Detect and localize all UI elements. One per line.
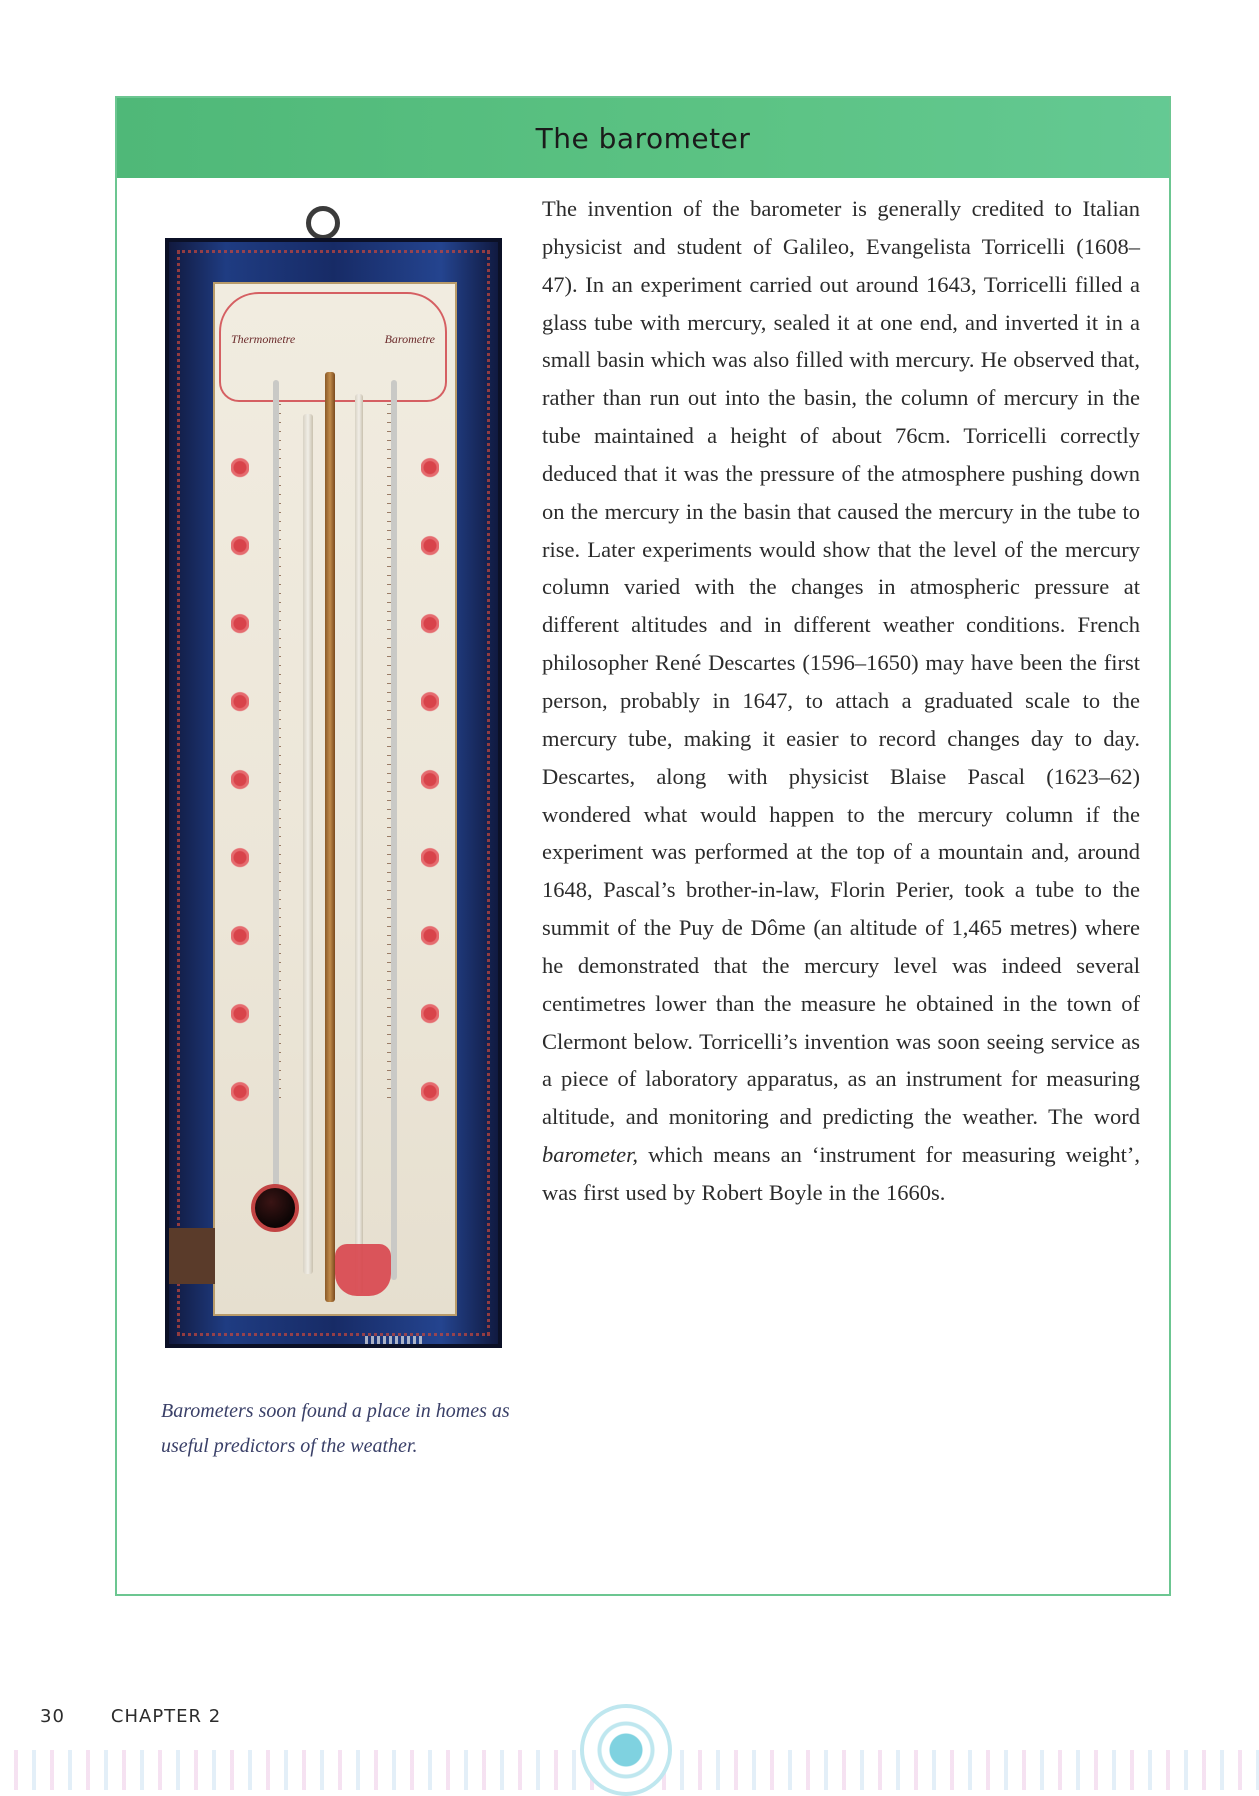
glass-tube-far-right	[391, 380, 397, 1280]
chapter-label: CHAPTER 2	[110, 1706, 222, 1727]
frame-inscription	[365, 1336, 425, 1344]
footer-orb-icon	[580, 1704, 672, 1796]
barometer-photo	[165, 206, 517, 1456]
body-paragraph	[542, 190, 1140, 1212]
body-text-emphasis: barometer,	[542, 1142, 639, 1168]
wooden-plaque	[169, 1228, 215, 1284]
barometer-panel	[115, 96, 1171, 1596]
page-footer	[40, 1706, 221, 1727]
panel-header	[117, 98, 1169, 178]
painted-vase	[335, 1244, 391, 1296]
cartouche-label-right: Barometre	[384, 332, 435, 346]
panel-title: The barometer	[535, 121, 751, 155]
page-number: 30	[40, 1706, 65, 1727]
flower-column-right	[419, 454, 441, 1174]
barometer-frame	[165, 238, 502, 1348]
hanging-ring	[306, 206, 340, 240]
body-text-part-2: which means an ‘instrument for measuring weight’, was first used by Robert Boyle in the 1660s.	[542, 1142, 1140, 1205]
cartouche-label-left: Thermometre	[231, 332, 296, 346]
body-text-part-1: The invention of the barometer is generally credited to Italian physicist and student of Galileo, Evangelista Torricelli (1608–47). In an experiment carried out around 1643, Torricelli filled a glass tube with mercury, sealed it at one end, and inverted it in a small basin which was also filled with mercury. He observed that, rather than run out into the basin, the column of mercury in the tube maintained a height of about 76cm. Torricelli correctly deduced that it was the pressure of the atmosphere pushing down on the mercury in the basin that caused the mercury in the tube to rise. Later experiments would show that the level of the mercury column varied with the changes in atmospheric pressure at different altitudes and in different weather conditions. French philosopher René Descartes (1596–1650) may have been the first person, probably in 1647, to attach a graduated scale to the mercury tube, making it easier to record changes day to day. Descartes, along with physicist Blaise Pascal (1623–62) wondered what would happen to the mercury column if the experiment was performed at the top of a mountain and, around 1648, Pascal’s brother-in-law, Florin Perier, took a tube to the summit of the Puy de Dôme (an altitude of 1,465 metres) where he demonstrated that the mercury level was indeed several centimetres lower than the measure he obtained in the town of Clermont below. Torricelli’s invention was soon seeing service as a piece of laboratory apparatus, as an instrument for measuring altitude, and monitoring and predicting the weather. The word	[542, 196, 1140, 1130]
glass-tube-left	[303, 414, 313, 1274]
mercury-tube	[325, 372, 335, 1302]
thermometer-tube	[273, 380, 279, 1190]
flower-column-left	[229, 454, 251, 1174]
barometer-board	[213, 282, 457, 1316]
glass-tube-right	[355, 394, 363, 1294]
figure-caption: Barometers soon found a place in homes as useful predictors of the weather.	[161, 1400, 510, 1457]
thermometer-bulb	[251, 1184, 299, 1232]
